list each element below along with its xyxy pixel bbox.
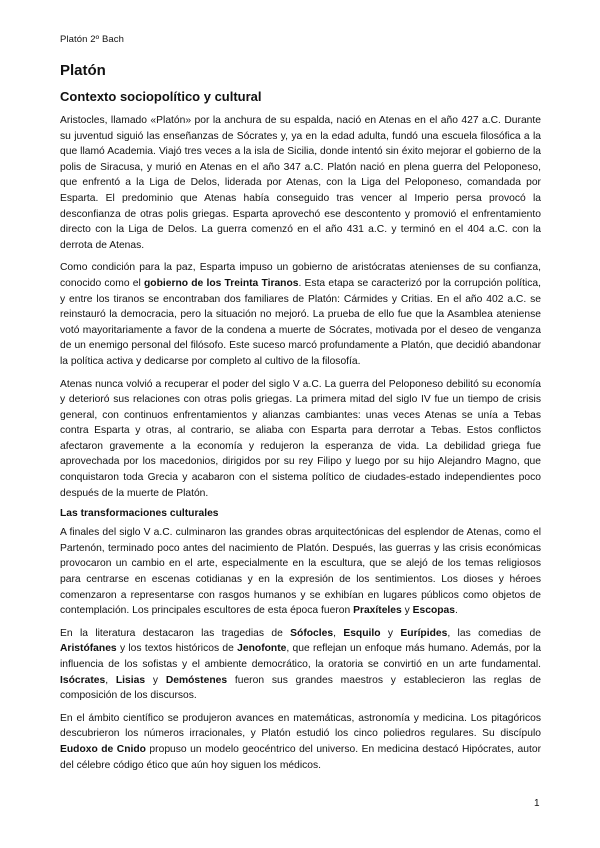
text-run: , xyxy=(333,627,344,639)
bold-term: Escopas xyxy=(412,605,455,617)
paragraph-science xyxy=(60,711,541,773)
section-heading-context: Contexto sociopolítico y cultural xyxy=(60,89,262,104)
text-run: Como condición para la paz, Esparta impuso un gobierno de aristócratas atenienses de su confianza, conocido como el xyxy=(60,262,541,289)
text-run: , xyxy=(105,674,116,686)
bold-term: Eurípides xyxy=(400,627,448,639)
text-run: , que reflejan un enfoque más humano. Además, por la influencia de los sofistas y el ambiente democrático, la oratoria se convirtió en un arte fundamental. xyxy=(60,643,541,670)
bold-term: Sófocles xyxy=(290,627,334,639)
bold-term: Isócrates xyxy=(60,674,106,686)
bold-term: Lisias xyxy=(115,674,146,686)
text-run: En el ámbito científico se produjeron avances en matemáticas, astronomía y medicina. Los pitagóricos descubrieron los números irracionales, y Platón estudió los cinco poliedros regulares. Su discípulo xyxy=(60,712,541,740)
running-header: Platón 2º Bach xyxy=(60,34,125,45)
paragraph-athens-decline: Atenas nunca volvió a recuperar el poder del siglo V a.C. La guerra del Peloponeso debilitó su economía y deterioró sus relaciones con otras polis griegas. La primera mitad del siglo IV fue un tiempo de crisis general, con continuos enfrentamientos y alianzas cambiantes: unas veces Atenas se unía a Tebas contra Esparta y otras, al contrario, se aliaba con Esparta para derrotar a Tebas. Estos conflictos afectaron gravemente a la economía y redujeron la esperanza de vida. La debilidad griega fue aprovechada por los macedonios, dirigidos por su rey Filipo y luego por su hijo Alejandro Magno, que conquistaron toda Grecia y acabaron con el sistema político de ciudades-estado independientes poco después de la muerte de Platón. xyxy=(60,378,541,499)
text-run: , las comedias de xyxy=(447,627,541,639)
text-run: y xyxy=(145,674,166,686)
text-run: y xyxy=(401,605,413,617)
text-run: . xyxy=(454,605,458,617)
paragraph-biography: Aristocles, llamado «Platón» por la anchura de su espalda, nació en Atenas en el año 427 a.C. Durante su juventud siguió las enseñanzas de Sócrates y, ya en la edad adulta, fundó una escuela filosófica a la que llamó Academia. Viajó tres veces a la isla de Sicilia, donde intentó sin éxito mejorar el gobierno de la polis de Siracusa, y murió en Atenas en el año 347 a.C. Platón nació en plena guerra del Peloponeso, que enfrentó a la Liga de Delos, liderada por Atenas, con la Liga del Peloponeso, comandada por Esparta. El predominio que Atenas había conseguido tras vencer al Imperio persa provocó la desconfianza de otras polis griegas. Esparta aprovechó ese descontento y promovió el enfrentamiento directo con la Liga de Delos. La guerra comenzó en el año 431 a.C. y terminó en el 404 a.C. con la derrota de Atenas. xyxy=(60,115,541,251)
page-number: 1 xyxy=(534,798,540,809)
bold-term: Praxíteles xyxy=(353,605,402,617)
section-heading-culture: Las transformaciones culturales xyxy=(60,508,219,520)
bold-term: Eudoxo de Cnido xyxy=(60,743,146,755)
bold-term: Demóstenes xyxy=(165,674,228,686)
text-run: En la literatura destacaron las tragedias de xyxy=(60,627,291,639)
main-content xyxy=(60,62,541,780)
paragraph-art xyxy=(60,525,541,619)
paragraph-literature xyxy=(60,626,541,704)
text-run: y los textos históricos de xyxy=(116,643,238,655)
bold-term: gobierno de los Treinta Tiranos xyxy=(144,277,299,289)
document-title: Platón xyxy=(60,62,106,79)
text-run: A finales del siglo V a.C. culminaron las grandes obras arquitectónicas del esplendor de Atenas, como el Partenón, terminado poco antes del nacimiento de Platón. Después, las guerras y las crisis económicas provocaron un cambio en el arte, especialmente en la escultura, que se alejó de los temas religiosos para centrarse en escenas cotidianas y en la expresión de los sentimientos. Los dioses y héroes comenzaron a representarse con rasgos humanos y se exhibían en lugares públicos como objetos de contemplación. Los principales escultores de esta época fueron xyxy=(60,527,541,617)
text-run: y xyxy=(380,627,401,639)
text-run: fueron sus grandes maestros y establecieron las reglas de composición de los discursos. xyxy=(60,674,541,702)
text-run: propuso un modelo geocéntrico del universo. En medicina destacó Hipócrates, autor del célebre código ético que aún hoy siguen los médicos. xyxy=(60,743,541,771)
bold-term: Esquilo xyxy=(343,627,381,639)
text-run: . Esta etapa se caracterizó por la corrupción política, y entre los tiranos se encontraban dos familiares de Platón: Cármides y Critias. En el año 402 a.C. se reinstauró la democracia, pero la situación no mejoró. La prueba de ello fue que la Asamblea ateniense votó mayoritariamente a favor de la condena a muerte de Sócrates, motivada por el deseo de venganza de un enemigo personal del filósofo. Este suceso marcó profundamente a Platón, que decidió abandonar la política activa y dedicarse por completo al cultivo de la filosofía. xyxy=(60,277,541,367)
bold-term: Jenofonte xyxy=(237,643,287,655)
paragraph-thirty-tyrants xyxy=(60,260,541,369)
bold-term: Aristófanes xyxy=(60,643,117,655)
